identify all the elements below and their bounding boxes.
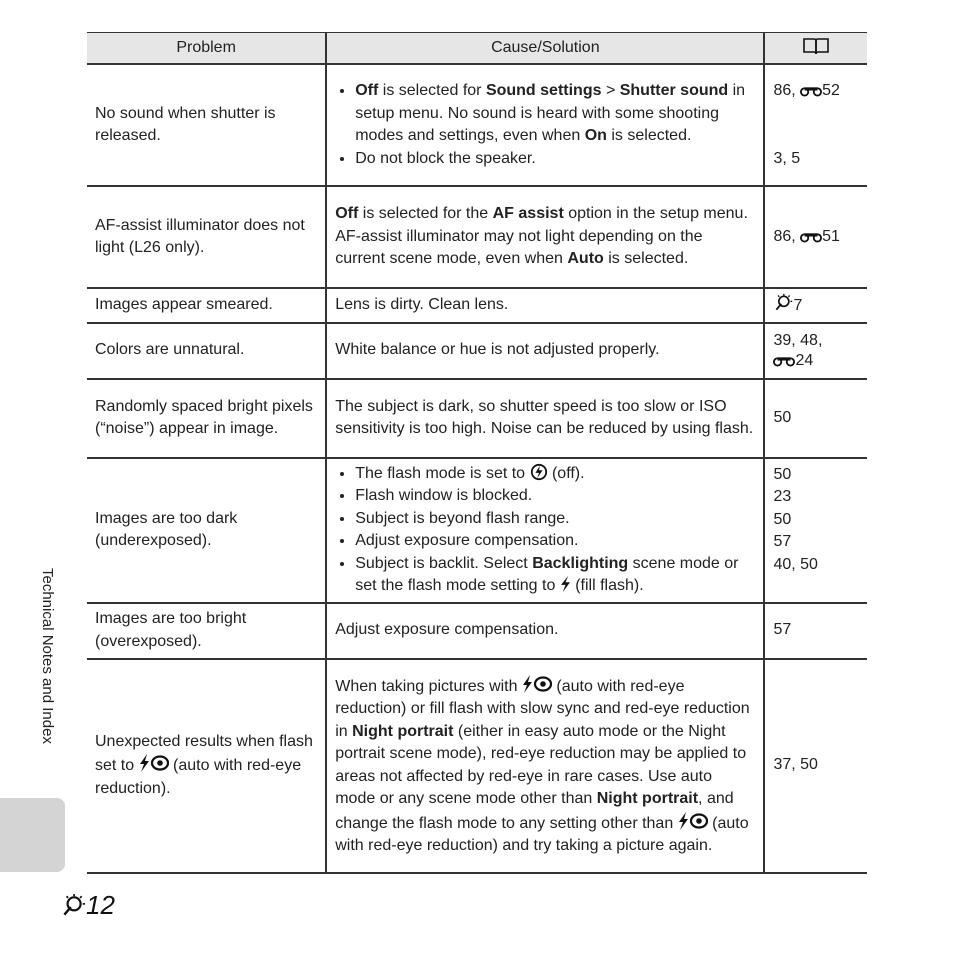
list-item: [355, 553, 755, 598]
cause-cell: [326, 186, 764, 288]
text-span: (fill flash).: [570, 577, 644, 594]
table-row: [87, 323, 867, 379]
text-span: is selected for the: [358, 205, 493, 223]
auto-red-eye-flash-icon: [139, 753, 169, 773]
reference-cell: [764, 323, 867, 379]
page-number: [60, 890, 115, 921]
page-ref: 57: [773, 533, 792, 550]
cause-cell: Adjust exposure compensation.: [326, 603, 764, 659]
text-span: (auto with red-eye reduction).: [95, 757, 302, 797]
flash-off-icon: [530, 463, 548, 481]
problem-cell: AF-assist illuminator does not light (L26 only).: [87, 186, 326, 288]
reference-section-icon: [800, 84, 822, 98]
ref-page: 24: [795, 351, 814, 369]
ref-page: 52: [822, 82, 840, 99]
text-span: option in the setup menu. AF-assist illuminator may not light depending on the current scene mode, even when: [335, 205, 748, 268]
text-span: When taking pictures with: [335, 677, 522, 695]
table-header-row: [87, 33, 867, 65]
auto-red-eye-flash-icon: [678, 811, 708, 831]
page-number-text: 12: [86, 890, 115, 920]
problem-cell: Images appear smeared.: [87, 288, 326, 323]
text-span: scene mode or set the flash mode setting to: [355, 554, 739, 594]
cause-cell: [326, 659, 764, 873]
list-item: [355, 463, 755, 486]
list-item: • Do not block the speaker.: [355, 148, 755, 171]
table-row: [87, 458, 867, 603]
page-ref: 3, 5: [773, 149, 801, 167]
problem-cell: Images are too bright (overexposed).: [87, 603, 326, 659]
table-row: [87, 379, 867, 458]
problem-cell: [87, 659, 326, 873]
cause-cell: White balance or hue is not adjusted properly.: [326, 323, 764, 379]
page-ref: 23: [773, 488, 792, 505]
cause-cell: The subject is dark, so shutter speed is too slow or ISO sensitivity is too high. Noise can be reduced by using flash.: [326, 379, 764, 458]
cause-cell: [326, 64, 764, 186]
reference-cell: [764, 288, 867, 323]
table-row: [87, 186, 867, 288]
page-ref: [773, 80, 859, 103]
reference-cell: [764, 64, 867, 186]
text-span: is selected.: [603, 250, 689, 268]
bold-term: Shutter sound: [619, 82, 729, 99]
text-span: The flash mode is set to: [355, 464, 530, 482]
bold-term: On: [584, 127, 607, 144]
bold-term: Night portrait: [352, 722, 454, 740]
header-cause-solution: Cause/Solution: [326, 33, 764, 65]
auto-red-eye-flash-icon: [522, 674, 552, 694]
bold-term: AF assist: [492, 205, 564, 223]
bold-term: Backlighting: [532, 554, 629, 572]
problem-cell: Images are too dark (underexposed).: [87, 458, 326, 603]
page-ref: [773, 351, 859, 371]
reference-section-icon: [773, 354, 795, 368]
fill-flash-icon: [560, 575, 571, 593]
troubleshooting-table: [87, 32, 867, 874]
book-icon: [802, 37, 830, 55]
page-ref: 50: [773, 510, 792, 528]
text-span: Subject is backlit. Select: [355, 554, 533, 572]
section-tab: [0, 798, 65, 872]
technical-notes-icon: [773, 293, 793, 313]
reference-cell: [764, 186, 867, 288]
bold-term: Night portrait: [596, 790, 699, 807]
ref-text: 86,: [773, 82, 801, 99]
reference-section-icon: [800, 230, 822, 244]
bold-term: Off: [335, 205, 359, 223]
ref-page: 7: [793, 297, 803, 314]
text-span: Unexpected results when flash set to: [95, 732, 313, 775]
reference-cell: 37, 50: [764, 659, 867, 873]
text-span: (either in easy auto mode or the Night portrait scene mode), red-eye reduction may be applied to areas not affected by red-eye in rare cases. Use auto mode or any scene mode other than: [335, 722, 747, 807]
reference-cell: 57: [764, 603, 867, 659]
header-problem: Problem: [87, 33, 326, 65]
list-item: • Subject is beyond flash range.: [355, 508, 755, 531]
text-span: (auto with red-eye reduction) and try taking a picture again.: [335, 814, 749, 854]
text-span: is selected for: [378, 82, 486, 99]
table-row: [87, 288, 867, 323]
bold-term: Off: [355, 82, 379, 99]
page-ref: 40, 50: [773, 555, 818, 573]
problem-cell: No sound when shutter is released.: [87, 64, 326, 186]
problem-cell: Colors are unnatural.: [87, 323, 326, 379]
text-span: >: [601, 82, 620, 99]
cause-cell: [326, 458, 764, 603]
header-reference: [764, 33, 867, 65]
ref-text: 86,: [773, 227, 801, 245]
cause-cell: Lens is dirty. Clean lens.: [326, 288, 764, 323]
text-span: in setup menu. No sound is heard with some shooting modes and settings, even when: [355, 82, 746, 144]
table-row: [87, 603, 867, 659]
technical-notes-icon: [60, 893, 86, 919]
text-span: (off).: [547, 464, 585, 482]
list-item: • Flash window is blocked.: [355, 485, 755, 508]
table-row: [87, 64, 867, 186]
bold-term: Auto: [567, 250, 604, 268]
problem-cell: Randomly spaced bright pixels (“noise”) appear in image.: [87, 379, 326, 458]
text-span: (auto with red-eye reduction) or fill flash with slow sync and red-eye reduction in: [335, 677, 750, 740]
list-item: [355, 80, 755, 148]
text-span: is selected.: [606, 127, 692, 144]
reference-cell: [764, 458, 867, 603]
table-row: [87, 659, 867, 873]
text-span: , and change the flash mode to any setting other than: [335, 790, 734, 832]
ref-page: 51: [822, 227, 840, 245]
list-item: • Adjust exposure compensation.: [355, 530, 755, 553]
section-side-label: Technical Notes and Index: [39, 568, 56, 744]
ref-text: 39, 48,: [773, 331, 823, 349]
bold-term: Sound settings: [485, 82, 602, 99]
page-ref: 50: [773, 465, 792, 483]
reference-cell: 50: [764, 379, 867, 458]
